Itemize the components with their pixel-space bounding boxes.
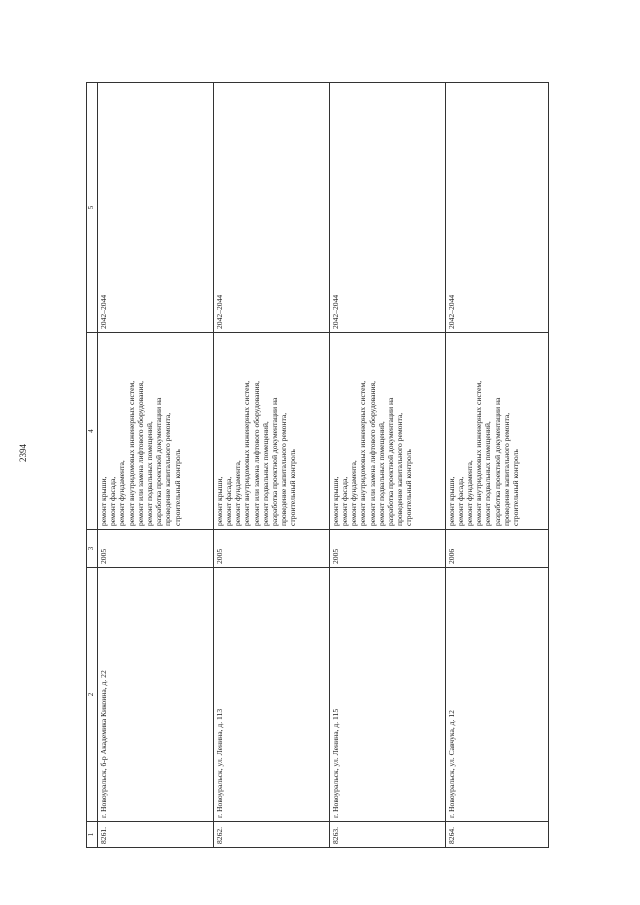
work-item: проведение капитального ремонта,: [163, 412, 173, 526]
work-item: разработка проектной документации на: [270, 397, 280, 526]
work-item: строительный контроль: [510, 449, 520, 526]
work-item: проведение капитального ремонта,: [501, 412, 511, 526]
col-header-5: 5: [87, 83, 98, 333]
work-item: ремонт или замена лифтового оборудования,: [135, 381, 145, 526]
header-row: [87, 83, 98, 848]
table-body: [98, 83, 549, 848]
row-works: [98, 333, 214, 530]
page-number: 2394: [18, 444, 28, 462]
work-item: ремонт внутридомовых инженерных систем,: [126, 380, 136, 526]
page-number-wrap: [18, 428, 58, 478]
row-address: г. Новоуральск, ул. Ленина, д. 115: [329, 568, 445, 822]
work-item: проведение капитального ремонта,: [395, 412, 405, 526]
work-item: ремонт крыши,: [330, 476, 340, 526]
work-item: строительный контроль: [404, 449, 414, 526]
col-header-2: 2: [87, 568, 98, 822]
work-item: ремонт фундамента,: [117, 460, 127, 526]
work-item: ремонт фундамента,: [464, 460, 474, 526]
row-address: г. Новоуральск, б-р Академика Кикоина, д. 22: [98, 568, 214, 822]
work-item: ремонт внутридомовых инженерных систем,: [358, 380, 368, 526]
row-period: 2042–2044: [329, 83, 445, 333]
work-item: ремонт или замена лифтового оборудования,: [367, 381, 377, 526]
work-item: ремонт крыши,: [214, 476, 224, 526]
row-address: г. Новоуральск, ул. Ленина, д. 113: [213, 568, 329, 822]
row-year: 2005: [98, 530, 214, 568]
work-item: ремонт крыши,: [99, 476, 108, 526]
row-year: 2005: [213, 530, 329, 568]
row-number: 8264.: [445, 822, 548, 848]
capital-repair-table-sheet: [86, 83, 549, 848]
work-item: ремонт фасада,: [224, 476, 234, 526]
row-number: 8263.: [329, 822, 445, 848]
table-row: [329, 83, 445, 848]
row-period: 2042–2044: [445, 83, 548, 333]
work-item: ремонт внутридомовых инженерных систем,: [242, 380, 252, 526]
col-header-1: 1: [87, 822, 98, 848]
work-item: ремонт подвальных помещений,: [145, 421, 155, 526]
work-item: строительный контроль: [288, 449, 298, 526]
work-item: ремонт подвальных помещений,: [483, 421, 493, 526]
row-period: 2042–2044: [213, 83, 329, 333]
row-year: 2006: [445, 530, 548, 568]
work-item: разработка проектной документации на: [385, 397, 395, 526]
table-row: [98, 83, 214, 848]
table-row: [445, 83, 548, 848]
row-number: 8262.: [213, 822, 329, 848]
work-item: ремонт подвальных помещений,: [376, 421, 386, 526]
work-item: ремонт крыши,: [446, 476, 456, 526]
work-item: строительный контроль: [172, 449, 182, 526]
capital-repair-table: [86, 82, 549, 848]
row-address: г. Новоуральск, ул. Савчука, д. 12: [445, 568, 548, 822]
work-item: разработка проектной документации на: [492, 397, 502, 526]
work-item: ремонт внутридомовых инженерных систем,: [474, 380, 484, 526]
work-item: ремонт фасада,: [339, 476, 349, 526]
row-period: 2042–2044: [98, 83, 214, 333]
work-item: ремонт фундамента,: [233, 460, 243, 526]
work-item: ремонт подвальных помещений,: [260, 421, 270, 526]
row-works: [445, 333, 548, 530]
work-item: ремонт фасада,: [455, 476, 465, 526]
col-header-4: 4: [87, 333, 98, 530]
work-item: разработка проектной документации на: [154, 397, 164, 526]
work-item: ремонт фундамента,: [349, 460, 359, 526]
work-item: ремонт или замена лифтового оборудования,: [251, 381, 261, 526]
table-row: [213, 83, 329, 848]
col-header-3: 3: [87, 530, 98, 568]
work-item: проведение капитального ремонта,: [279, 412, 289, 526]
row-number: 8261.: [98, 822, 214, 848]
row-works: [213, 333, 329, 530]
row-works: [329, 333, 445, 530]
row-year: 2005: [329, 530, 445, 568]
work-item: ремонт фасада,: [108, 476, 118, 526]
